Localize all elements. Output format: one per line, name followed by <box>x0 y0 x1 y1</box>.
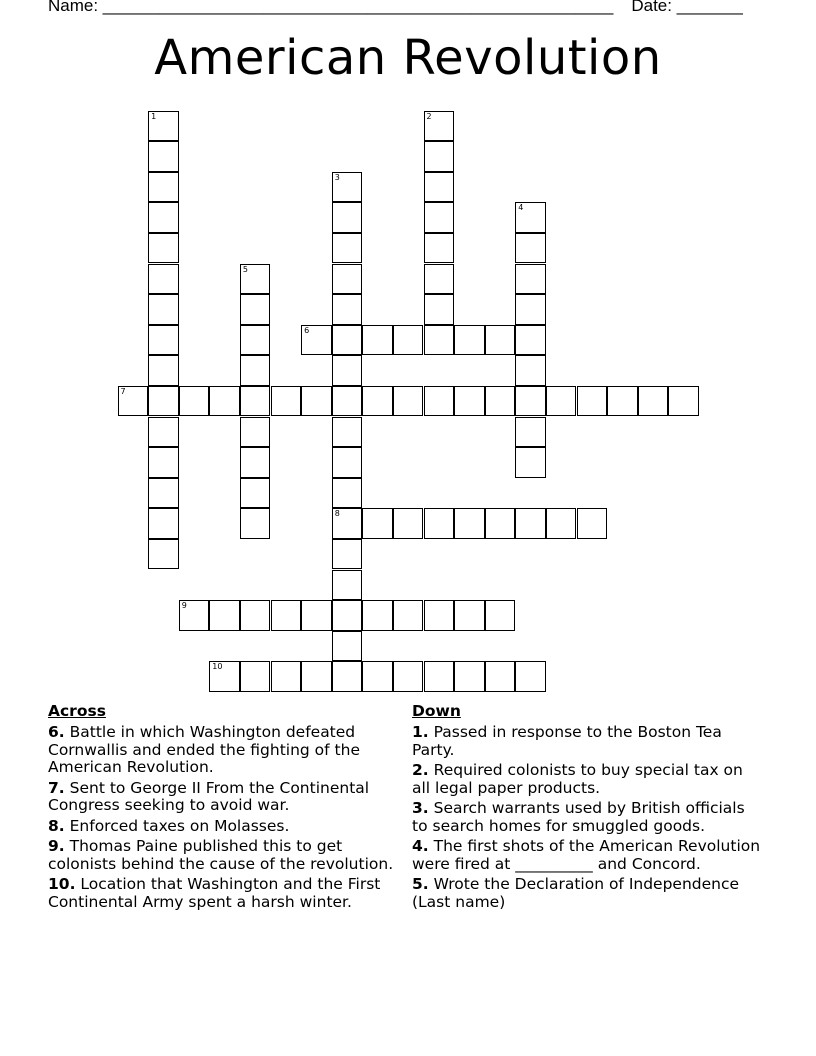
grid-cell[interactable] <box>515 264 546 295</box>
grid-cell[interactable] <box>179 600 210 631</box>
grid-cell[interactable] <box>240 508 271 539</box>
grid-cell[interactable] <box>485 508 516 539</box>
clue-down-2 <box>412 762 762 797</box>
grid-cell[interactable] <box>515 386 546 417</box>
clue-text: Location that Washington and the First Continental Army spent a harsh winter. <box>48 875 381 911</box>
clue-number: 3. <box>412 799 429 817</box>
clue-text: Sent to George II From the Continental Congress seeking to avoid war. <box>48 778 370 814</box>
grid-cell[interactable] <box>209 600 240 631</box>
cell-number: 6 <box>304 325 310 335</box>
grid-cell[interactable] <box>240 600 271 631</box>
grid-cell[interactable] <box>148 233 179 264</box>
grid-cell[interactable] <box>148 294 179 325</box>
grid-cell[interactable] <box>271 661 302 692</box>
grid-cell[interactable] <box>362 600 393 631</box>
clue-text: Enforced taxes on Molasses. <box>64 816 290 835</box>
clue-down-4 <box>412 838 762 873</box>
clue-number: 10. <box>48 875 76 893</box>
cell-number: 10 <box>212 662 223 672</box>
clue-down-5 <box>412 876 762 911</box>
grid-cell[interactable] <box>577 386 608 417</box>
grid-cell[interactable] <box>424 202 455 233</box>
grid-cell[interactable] <box>240 417 271 448</box>
grid-cell[interactable] <box>515 447 546 478</box>
grid-cell[interactable] <box>240 478 271 509</box>
grid-cell[interactable] <box>515 417 546 448</box>
clue-across-10 <box>48 876 403 911</box>
grid-cell[interactable] <box>393 661 424 692</box>
cell-number: 4 <box>518 203 524 213</box>
grid-cell[interactable] <box>148 508 179 539</box>
grid-cell[interactable] <box>454 386 485 417</box>
grid-cell[interactable] <box>271 386 302 417</box>
clue-text: Battle in which Washington defeated Cornwallis and ended the fighting of the American Revolution. <box>48 723 360 776</box>
grid-cell[interactable] <box>485 600 516 631</box>
grid-cell[interactable] <box>362 325 393 356</box>
grid-cell[interactable] <box>240 325 271 356</box>
grid-cell[interactable] <box>332 386 363 417</box>
cell-number: 2 <box>426 111 432 121</box>
grid-cell[interactable] <box>515 294 546 325</box>
across-heading: Across <box>48 702 106 720</box>
grid-cell[interactable] <box>362 661 393 692</box>
grid-cell[interactable] <box>546 508 577 539</box>
grid-cell[interactable] <box>515 325 546 356</box>
grid-cell[interactable] <box>485 386 516 417</box>
cell-number: 9 <box>181 601 187 611</box>
grid-cell[interactable] <box>454 661 485 692</box>
grid-cell[interactable] <box>424 111 455 142</box>
grid-cell[interactable] <box>332 447 363 478</box>
grid-cell[interactable] <box>607 386 638 417</box>
grid-cell[interactable] <box>209 661 240 692</box>
grid-cell[interactable] <box>515 355 546 386</box>
grid-cell[interactable] <box>362 508 393 539</box>
grid-cell[interactable] <box>179 386 210 417</box>
grid-cell[interactable] <box>148 539 179 570</box>
grid-cell[interactable] <box>485 661 516 692</box>
grid-cell[interactable] <box>301 325 332 356</box>
grid-cell[interactable] <box>240 661 271 692</box>
clue-text: Required colonists to buy special tax on all legal paper products. <box>412 761 743 797</box>
grid-cell[interactable] <box>332 631 363 662</box>
clue-text: Thomas Paine published this to get colonists behind the cause of the revolution. <box>48 837 394 873</box>
grid-cell[interactable] <box>454 600 485 631</box>
clue-number: 9. <box>48 837 65 855</box>
grid-cell[interactable] <box>515 202 546 233</box>
date-field-label[interactable]: Date: _______ <box>631 0 743 15</box>
grid-cell[interactable] <box>454 508 485 539</box>
grid-cell[interactable] <box>332 478 363 509</box>
page-title: American Revolution <box>154 30 662 86</box>
grid-cell[interactable] <box>148 141 179 172</box>
grid-cell[interactable] <box>148 417 179 448</box>
across-clues <box>48 702 403 914</box>
grid-cell[interactable] <box>332 233 363 264</box>
grid-cell[interactable] <box>424 294 455 325</box>
grid-cell[interactable] <box>424 661 455 692</box>
grid-cell[interactable] <box>424 233 455 264</box>
grid-cell[interactable] <box>454 325 485 356</box>
clue-number: 2. <box>412 761 429 779</box>
grid-cell[interactable] <box>148 386 179 417</box>
grid-cell[interactable] <box>546 386 577 417</box>
cell-number: 3 <box>334 172 340 182</box>
clue-across-7 <box>48 780 403 815</box>
down-clues <box>412 702 762 914</box>
clue-number: 7. <box>48 778 65 797</box>
grid-cell[interactable] <box>209 386 240 417</box>
grid-cell[interactable] <box>332 355 363 386</box>
grid-cell[interactable] <box>424 172 455 203</box>
grid-cell[interactable] <box>301 386 332 417</box>
grid-cell[interactable] <box>271 600 302 631</box>
grid-cell[interactable] <box>332 325 363 356</box>
clue-number: 6. <box>48 723 65 741</box>
grid-cell[interactable] <box>424 386 455 417</box>
grid-cell[interactable] <box>332 570 363 601</box>
grid-cell[interactable] <box>240 355 271 386</box>
grid-cell[interactable] <box>515 508 546 539</box>
grid-cell[interactable] <box>515 661 546 692</box>
grid-cell[interactable] <box>332 508 363 539</box>
grid-cell[interactable] <box>515 233 546 264</box>
clue-across-8 <box>48 818 403 836</box>
grid-cell[interactable] <box>668 386 699 417</box>
grid-cell[interactable] <box>148 202 179 233</box>
grid-cell[interactable] <box>118 386 149 417</box>
clue-text: Passed in response to the Boston Tea Party. <box>412 723 722 759</box>
grid-cell[interactable] <box>332 661 363 692</box>
clue-number: 4. <box>412 837 429 855</box>
grid-cell[interactable] <box>148 264 179 295</box>
clue-down-1 <box>412 724 762 759</box>
down-heading: Down <box>412 702 461 720</box>
grid-cell[interactable] <box>240 294 271 325</box>
grid-cell[interactable] <box>148 478 179 509</box>
grid-cell[interactable] <box>424 508 455 539</box>
grid-cell[interactable] <box>148 325 179 356</box>
grid-cell[interactable] <box>332 264 363 295</box>
grid-cell[interactable] <box>362 386 393 417</box>
clue-number: 1. <box>412 723 429 741</box>
clue-across-9 <box>48 838 403 873</box>
grid-cell[interactable] <box>240 447 271 478</box>
grid-cell[interactable] <box>393 325 424 356</box>
grid-cell[interactable] <box>332 539 363 570</box>
clue-text: The first shots of the American Revolution were fired at __________ and Concord. <box>412 837 761 873</box>
grid-cell[interactable] <box>485 325 516 356</box>
grid-cell[interactable] <box>393 600 424 631</box>
clue-down-3 <box>412 800 762 835</box>
grid-cell[interactable] <box>424 325 455 356</box>
grid-cell[interactable] <box>332 600 363 631</box>
clue-text: Wrote the Declaration of Independence (Last name) <box>412 875 740 911</box>
grid-cell[interactable] <box>301 661 332 692</box>
grid-cell[interactable] <box>577 508 608 539</box>
grid-cell[interactable] <box>332 202 363 233</box>
grid-cell[interactable] <box>393 508 424 539</box>
cell-number: 8 <box>334 509 340 519</box>
grid-cell[interactable] <box>332 172 363 203</box>
grid-cell[interactable] <box>148 111 179 142</box>
clue-number: 5. <box>412 875 429 893</box>
cell-number: 5 <box>242 264 248 274</box>
cell-number: 1 <box>151 111 157 121</box>
grid-cell[interactable] <box>393 386 424 417</box>
grid-cell[interactable] <box>424 264 455 295</box>
grid-cell[interactable] <box>638 386 669 417</box>
clue-across-6 <box>48 724 403 777</box>
grid-cell[interactable] <box>424 600 455 631</box>
grid-cell[interactable] <box>148 172 179 203</box>
cell-number: 7 <box>120 386 126 396</box>
grid-cell[interactable] <box>332 417 363 448</box>
grid-cell[interactable] <box>148 447 179 478</box>
grid-cell[interactable] <box>148 355 179 386</box>
grid-cell[interactable] <box>424 141 455 172</box>
grid-cell[interactable] <box>240 264 271 295</box>
grid-cell[interactable] <box>301 600 332 631</box>
grid-cell[interactable] <box>332 294 363 325</box>
clue-number: 8. <box>48 816 65 835</box>
name-field-label[interactable]: Name: ______________________________________________________ <box>48 0 614 15</box>
clue-text: Search warrants used by British officials to search homes for smuggled goods. <box>412 799 745 835</box>
grid-cell[interactable] <box>240 386 271 417</box>
